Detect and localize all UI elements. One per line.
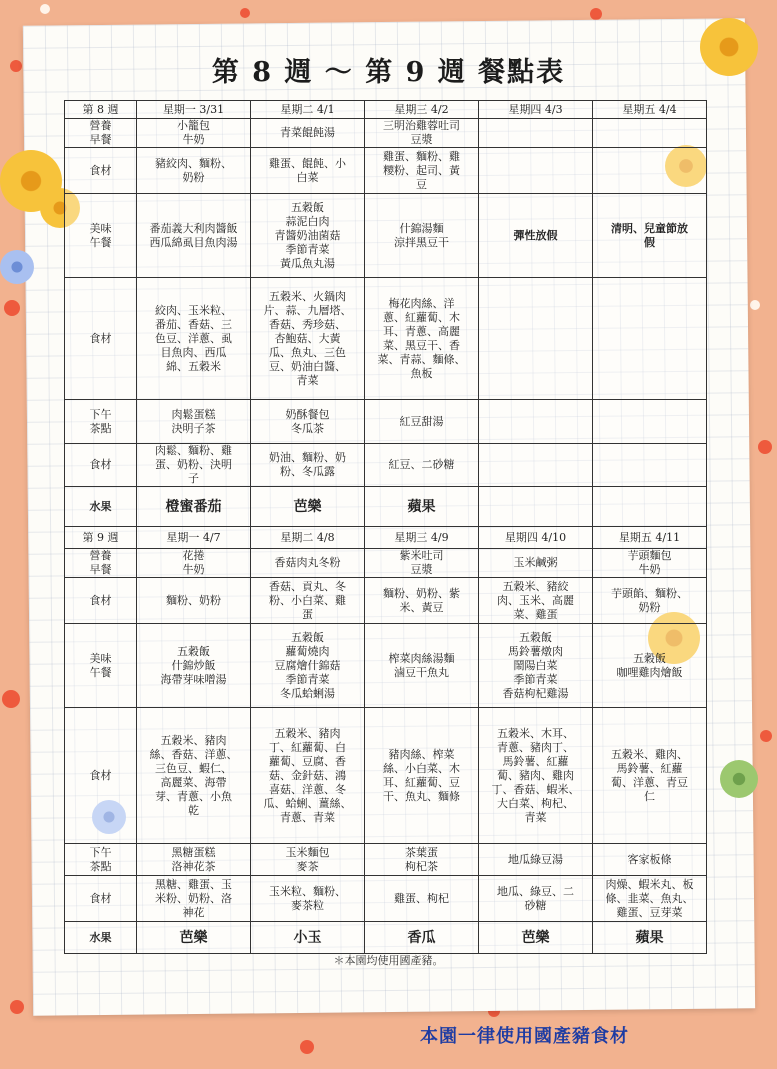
row-label: 食材: [65, 444, 137, 487]
menu-cell: 玉米粒、麵粉、 麥茶粒: [251, 876, 365, 922]
menu-cell: [593, 400, 707, 444]
day-header: 星期二 4/1: [251, 101, 365, 119]
day-header: 星期一 3/31: [137, 101, 251, 119]
row-label: 營養 早餐: [65, 549, 137, 578]
menu-cell: 榨菜肉絲湯麵 滷豆干魚丸: [365, 624, 479, 708]
day-header: 星期四 4/10: [479, 527, 593, 549]
flower-decoration: [0, 250, 34, 284]
row-label: 水果: [65, 922, 137, 954]
fruit-cell: 小玉: [251, 922, 365, 954]
menu-cell: 五穀米、木耳、 青蔥、豬肉丁、 馬鈴薯、紅蘿 蔔、豬肉、雞肉 丁、香菇、蝦米、 大白菜、枸杞、 青菜: [479, 708, 593, 844]
menu-cell: 紫米吐司 豆漿: [365, 549, 479, 578]
row-label: 下午 茶點: [65, 844, 137, 876]
fruit-cell: 蘋果: [365, 487, 479, 527]
fruit-cell: 芭樂: [479, 922, 593, 954]
menu-cell: 五穀米、雞肉、 馬鈴薯、紅蘿 蔔、洋蔥、青豆 仁: [593, 708, 707, 844]
table-row: [65, 444, 707, 487]
menu-cell: 五穀米、豬肉 絲、香菇、洋蔥、 三色豆、蝦仁、 高麗菜、海帶 芽、青蔥、小魚 乾: [137, 708, 251, 844]
row-label: 下午 茶點: [65, 400, 137, 444]
menu-cell: 肉鬆蛋糕 決明子茶: [137, 400, 251, 444]
week8-header-row: [65, 101, 707, 119]
decor-dot: [750, 300, 760, 310]
fruit-cell: 芭樂: [137, 922, 251, 954]
menu-cell: [479, 148, 593, 194]
day-header: 星期三 4/9: [365, 527, 479, 549]
menu-cell: 奶油、麵粉、奶 粉、冬瓜露: [251, 444, 365, 487]
table-row: [65, 876, 707, 922]
day-header: 星期二 4/8: [251, 527, 365, 549]
decor-dot: [40, 4, 50, 14]
table-row: [65, 844, 707, 876]
row-label: 食材: [65, 148, 137, 194]
row-label: 水果: [65, 487, 137, 527]
menu-cell: 黑糖、雞蛋、玉 米粉、奶粉、洛 神花: [137, 876, 251, 922]
menu-cell: 地瓜、綠豆、二 砂糖: [479, 876, 593, 922]
fruit-cell: 蘋果: [593, 922, 707, 954]
menu-cell: 雞蛋、麵粉、雞 糭粉、起司、黃 豆: [365, 148, 479, 194]
fruit-cell: 香瓜: [365, 922, 479, 954]
menu-cell: [593, 148, 707, 194]
menu-cell: 香菇肉丸冬粉: [251, 549, 365, 578]
fruit-cell: [479, 487, 593, 527]
decor-dot: [4, 300, 20, 316]
menu-cell: [593, 444, 707, 487]
row-label: 食材: [65, 876, 137, 922]
menu-cell: 紅豆甜湯: [365, 400, 479, 444]
menu-cell: 奶酥餐包 冬瓜茶: [251, 400, 365, 444]
menu-cell: 客家板條: [593, 844, 707, 876]
decor-dot: [760, 730, 772, 742]
menu-cell: 絞肉、玉米粒、 番茄、香菇、三 色豆、洋蔥、虱 目魚肉、西瓜 綿、五穀米: [137, 278, 251, 400]
table-row: [65, 148, 707, 194]
menu-cell: 清明、兒童節放 假: [593, 194, 707, 278]
menu-cell: 雞蛋、餛飩、小 白菜: [251, 148, 365, 194]
menu-cell: 豬絞肉、麵粉、 奶粉: [137, 148, 251, 194]
menu-cell: 梅花肉絲、洋 蔥、紅蘿蔔、木 耳、青蔥、高麗 菜、黑豆干、香 菜、青蒜、麵條、 魚板: [365, 278, 479, 400]
week9-header-row: [65, 527, 707, 549]
menu-cell: 豬肉絲、榨菜 絲、小白菜、木 耳、紅蘿蔔、豆 干、魚丸、麵條: [365, 708, 479, 844]
menu-cell: 雞蛋、枸杞: [365, 876, 479, 922]
menu-cell: [593, 278, 707, 400]
decor-dot: [2, 690, 20, 708]
fruit-cell: 芭樂: [251, 487, 365, 527]
menu-cell: 什錦湯麵 涼拌黑豆干: [365, 194, 479, 278]
table-row: [65, 194, 707, 278]
menu-cell: 三明治雞蓉吐司 豆漿: [365, 119, 479, 148]
row-label: 食材: [65, 578, 137, 624]
menu-cell: 小籠包 牛奶: [137, 119, 251, 148]
menu-cell: 黑糖蛋糕 洛神花茶: [137, 844, 251, 876]
menu-cell: 五穀飯 蒜泥白肉 青醬奶油菌菇 季節青菜 黃瓜魚丸湯: [251, 194, 365, 278]
menu-cell: 麵粉、奶粉、紫 米、黃豆: [365, 578, 479, 624]
menu-cell: 芋頭餡、麵粉、 奶粉: [593, 578, 707, 624]
decor-dot: [240, 8, 250, 18]
menu-cell: 玉米鹹粥: [479, 549, 593, 578]
menu-cell: 芋頭麵包 牛奶: [593, 549, 707, 578]
menu-cell: 番茄義大利肉醬飯 西瓜綿虱目魚肉湯: [137, 194, 251, 278]
row-label: 美味 午餐: [65, 624, 137, 708]
menu-cell: 五穀米、火鍋肉 片、蒜、九層塔、 香菇、秀珍菇、 杏鮑菇、大黃 瓜、魚丸、三色 豆、奶油白醬、 青菜: [251, 278, 365, 400]
fruit-cell: [593, 487, 707, 527]
footer-banner: 本園一律使用國產豬食材: [420, 1026, 629, 1047]
page-title: 第 8 週 ～ 第 9 週 餐點表: [211, 57, 566, 88]
table-row: [65, 578, 707, 624]
menu-cell: 彈性放假: [479, 194, 593, 278]
menu-cell: [479, 119, 593, 148]
menu-table: [64, 100, 707, 954]
menu-cell: 地瓜綠豆湯: [479, 844, 593, 876]
day-header: 星期一 4/7: [137, 527, 251, 549]
pork-origin-note: ＊本園均使用國產豬。: [333, 954, 444, 967]
decor-dot: [590, 8, 602, 20]
day-header: 星期三 4/2: [365, 101, 479, 119]
menu-cell: 五穀飯 什錦炒飯 海帶芽味噌湯: [137, 624, 251, 708]
menu-cell: 香菇、貢丸、冬 粉、小白菜、雞 蛋: [251, 578, 365, 624]
table-row: [65, 278, 707, 400]
day-header: 星期五 4/4: [593, 101, 707, 119]
menu-cell: 玉米麵包 麥茶: [251, 844, 365, 876]
menu-cell: 青菜餛飩湯: [251, 119, 365, 148]
table-row: [65, 400, 707, 444]
menu-cell: 紅豆、二砂糖: [365, 444, 479, 487]
menu-cell: 五穀飯 咖哩雞肉燴飯: [593, 624, 707, 708]
menu-cell: [479, 444, 593, 487]
day-header: 星期四 4/3: [479, 101, 593, 119]
row-label: 美味 午餐: [65, 194, 137, 278]
fruit-cell: 橙蜜番茄: [137, 487, 251, 527]
decor-dot: [10, 1000, 24, 1014]
flower-decoration: [720, 760, 758, 798]
week-label: 第 8 週: [65, 101, 137, 119]
menu-cell: 肉燥、蝦米丸、板 條、韭菜、魚丸、 雞蛋、豆芽菜: [593, 876, 707, 922]
menu-cell: 五穀飯 蘿蔔燒肉 豆腐燴什錦菇 季節青菜 冬瓜蛤蜊湯: [251, 624, 365, 708]
table-row: [65, 922, 707, 954]
day-header: 星期五 4/11: [593, 527, 707, 549]
table-row: [65, 708, 707, 844]
menu-cell: [479, 278, 593, 400]
week-label: 第 9 週: [65, 527, 137, 549]
menu-cell: 五穀米、豬肉 丁、紅蘿蔔、白 蘿蔔、豆腐、香 菇、金針菇、鴻 喜菇、洋蔥、冬 瓜、蛤蜊、薑絲、 青蔥、青菜: [251, 708, 365, 844]
table-row: [65, 119, 707, 148]
menu-cell: 肉鬆、麵粉、雞 蛋、奶粉、決明 子: [137, 444, 251, 487]
row-label: 營養 早餐: [65, 119, 137, 148]
menu-cell: 麵粉、奶粉: [137, 578, 251, 624]
menu-cell: 茶葉蛋 枸杞茶: [365, 844, 479, 876]
row-label: 食材: [65, 278, 137, 400]
menu-cell: 五穀米、豬絞 肉、玉米、高麗 菜、雞蛋: [479, 578, 593, 624]
decor-dot: [300, 1040, 314, 1054]
table-row: [65, 487, 707, 527]
decor-dot: [758, 440, 772, 454]
row-label: 食材: [65, 708, 137, 844]
menu-cell: [593, 119, 707, 148]
menu-cell: [479, 400, 593, 444]
menu-cell: 花捲 牛奶: [137, 549, 251, 578]
table-row: [65, 624, 707, 708]
table-row: [65, 549, 707, 578]
menu-cell: 五穀飯 馬鈴薯燉肉 鬧陽白菜 季節青菜 香菇枸杞雞湯: [479, 624, 593, 708]
